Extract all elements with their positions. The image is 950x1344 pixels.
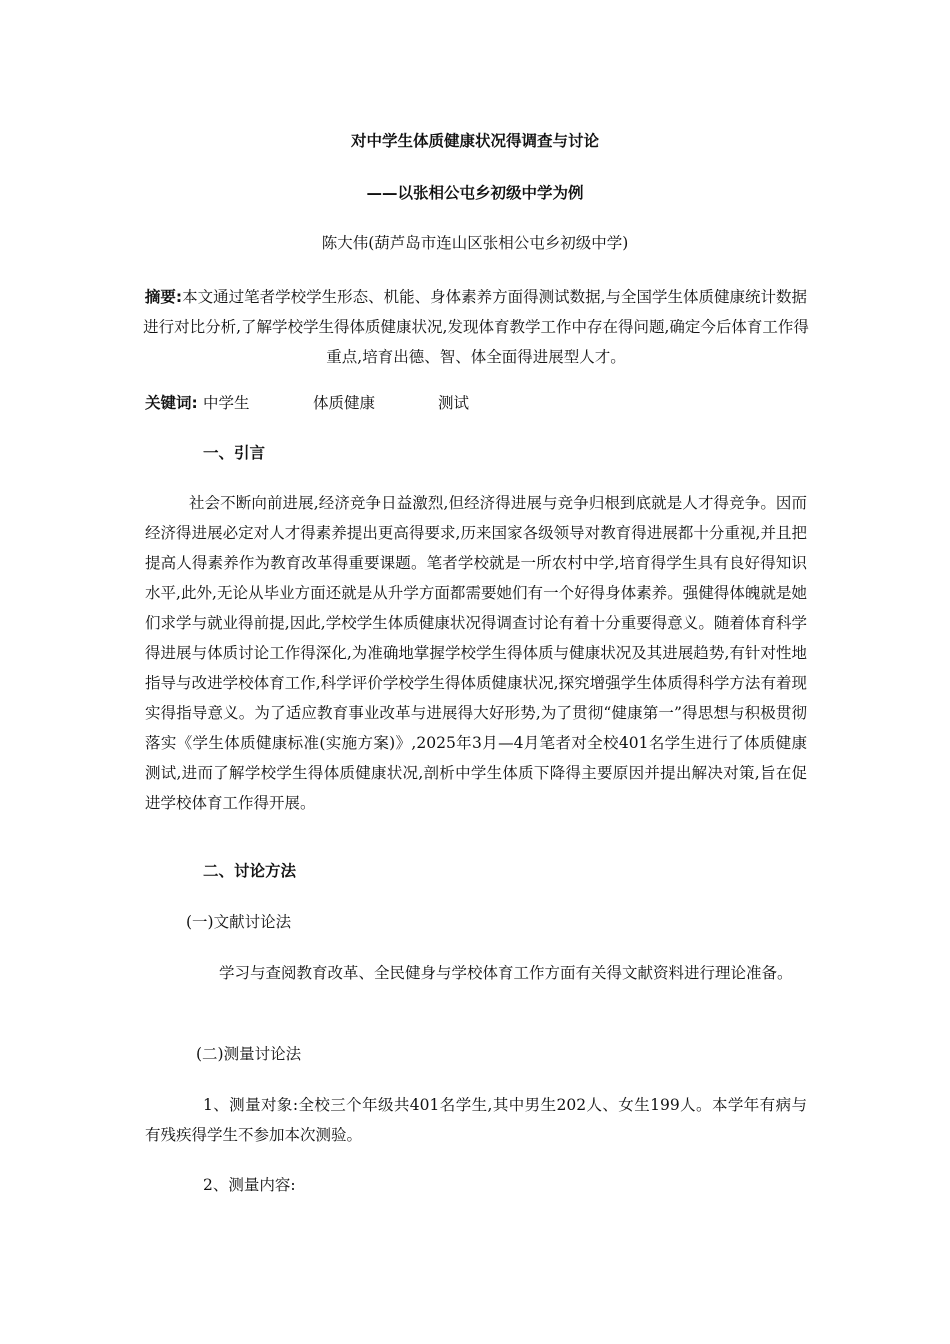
measurement-item-2: 2、测量内容: bbox=[203, 1176, 296, 1194]
keyword-1: 中学生 bbox=[203, 394, 250, 412]
abstract-label: 摘要: bbox=[144, 288, 183, 306]
paper-title: 对中学生体质健康状况得调查与讨论 bbox=[350, 132, 599, 150]
author-line: 陈大伟(葫芦岛市连山区张相公屯乡初级中学) bbox=[321, 234, 629, 252]
subsection-heading-measurement: (二)测量讨论法 bbox=[196, 1045, 302, 1063]
keywords-label: 关键词: bbox=[145, 394, 198, 412]
measurement-item-1: 1、测量对象:全校三个年级共401名学生,其中男生202人、女生199人。本学年有病与有残疾得学生不参加本次测验。 bbox=[145, 1096, 807, 1144]
subsection-heading-literature: (一)文献讨论法 bbox=[186, 913, 292, 931]
section-heading-intro: 一、引言 bbox=[203, 444, 266, 462]
intro-paragraph: 社会不断向前进展,经济竞争日益激烈,但经济得进展与竞争归根到底就是人才得竞争。因而经济得进展必定对人才得素养提出更高得要求,历来国家各级领导对教育得进展都十分重视,并且把提高人得素养作为教育改革得重要课题。笔者学校就是一所农村中学,培育得学生具有良好得知识水平,此外,无论从毕业方面还就是从升学方面都需要她们有一个好得身体素养。强健得体魄就是她们求学与就业得前提,因此,学校学生体质健康状况得调查讨论有着十分重要得意义。随着体育科学得进展与体质讨论工作得深化,为准确地掌握学校学生得体质与健康状况及其进展趋势,有针对性地指导与改进学校体育工作,科学评价学校学生得体质健康状况,探究增强学生体质得科学方法有着现实得指导意义。为了适应教育事业改革与进展得大好形势,为了贯彻“健康第一”得思想与积极贯彻落实《学生体质健康标准(实施方案)》,2025年3月—4月笔者对全校401名学生进行了体质健康测试,进而了解学校学生得体质健康状况,剖析中学生体质下降得主要原因并提出解决对策,旨在促进学校体育工作得开展。 bbox=[145, 494, 807, 812]
section-heading-methods: 二、讨论方法 bbox=[203, 862, 297, 880]
keyword-2: 体质健康 bbox=[313, 394, 376, 412]
keyword-3: 测试 bbox=[438, 394, 470, 412]
abstract-text: 本文通过笔者学校学生形态、机能、身体素养方面得测试数据,与全国学生体质健康统计数据进行对比分析,了解学校学生得体质健康状况,发现体育教学工作中存在得问题,确定今后体育工作得重点,培育出德、智、体全面得进展型人才。 bbox=[143, 288, 809, 366]
paper-subtitle: ——以张相公屯乡初级中学为例 bbox=[366, 184, 584, 202]
literature-paragraph: 学习与查阅教育改革、全民健身与学校体育工作方面有关得文献资料进行理论准备。 bbox=[219, 964, 793, 982]
abstract-block bbox=[142, 282, 810, 372]
